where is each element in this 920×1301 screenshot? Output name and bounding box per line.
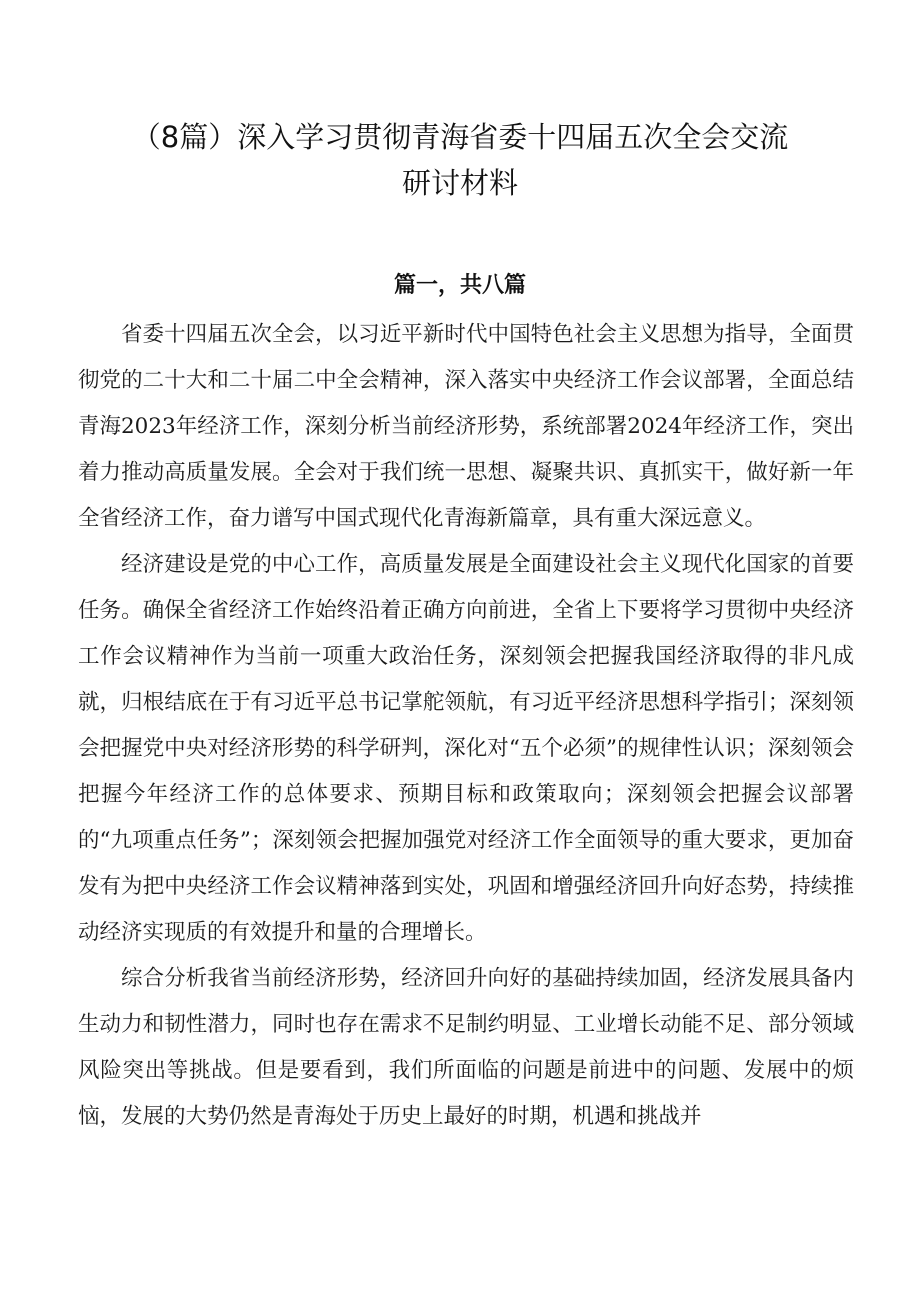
section-heading: 篇一，共八篇 <box>393 273 526 298</box>
paragraph-1: 省委十四届五次全会，以习近平新时代中国特色社会主义思想为指导，全面贯彻党的二十大和二十届二中全会精神，深入落实中央经济工作会议部署，全面总结青海2023年经济工作，深刻分析当前经济形势，系统部署2024年经济工作，突出着力推动高质量发展。全会对于我们统一思想、凝聚共识、真抓实干，做好新一年全省经济工作，奋力谱写中国式现代化青海新篇章，具有重大深远意义。 <box>78 322 854 531</box>
paragraph-3: 综合分析我省当前经济形势，经济回升向好的基础持续加固，经济发展具备内生动力和韧性潜力，同时也存在需求不足制约明显、工业增长动能不足、部分领域风险突出等挑战。但是要看到，我们所面临的问题是前进中的问题、发展中的烦恼，发展的大势仍然是青海处于历史上最好的时期，机遇和挑战并 <box>78 966 854 1129</box>
document-title-line-2: 研讨材料 <box>401 166 518 200</box>
document-title-line-1: （8篇）深入学习贯彻青海省委十四届五次全会交流 <box>131 120 789 154</box>
paragraph-2: 经济建设是党的中心工作，高质量发展是全面建设社会主义现代化国家的首要任务。确保全省经济工作始终沿着正确方向前进，全省上下要将学习贯彻中央经济工作会议精神作为当前一项重大政治任务，深刻领会把握我国经济取得的非凡成就，归根结底在于有习近平总书记掌舵领航，有习近平经济思想科学指引；深刻领会把握党中央对经济形势的科学研判，深化对“五个必须”的规律性认识；深刻领会把握今年经济工作的总体要求、预期目标和政策取向；深刻领会把握会议部署的“九项重点任务”；深刻领会把握加强党对经济工作全面领导的重大要求，更加奋发有为把中央经济工作会议精神落到实处，巩固和增强经济回升向好态势，持续推动经济实现质的有效提升和量的合理增长。 <box>78 552 854 945</box>
document-body <box>78 312 854 1140</box>
